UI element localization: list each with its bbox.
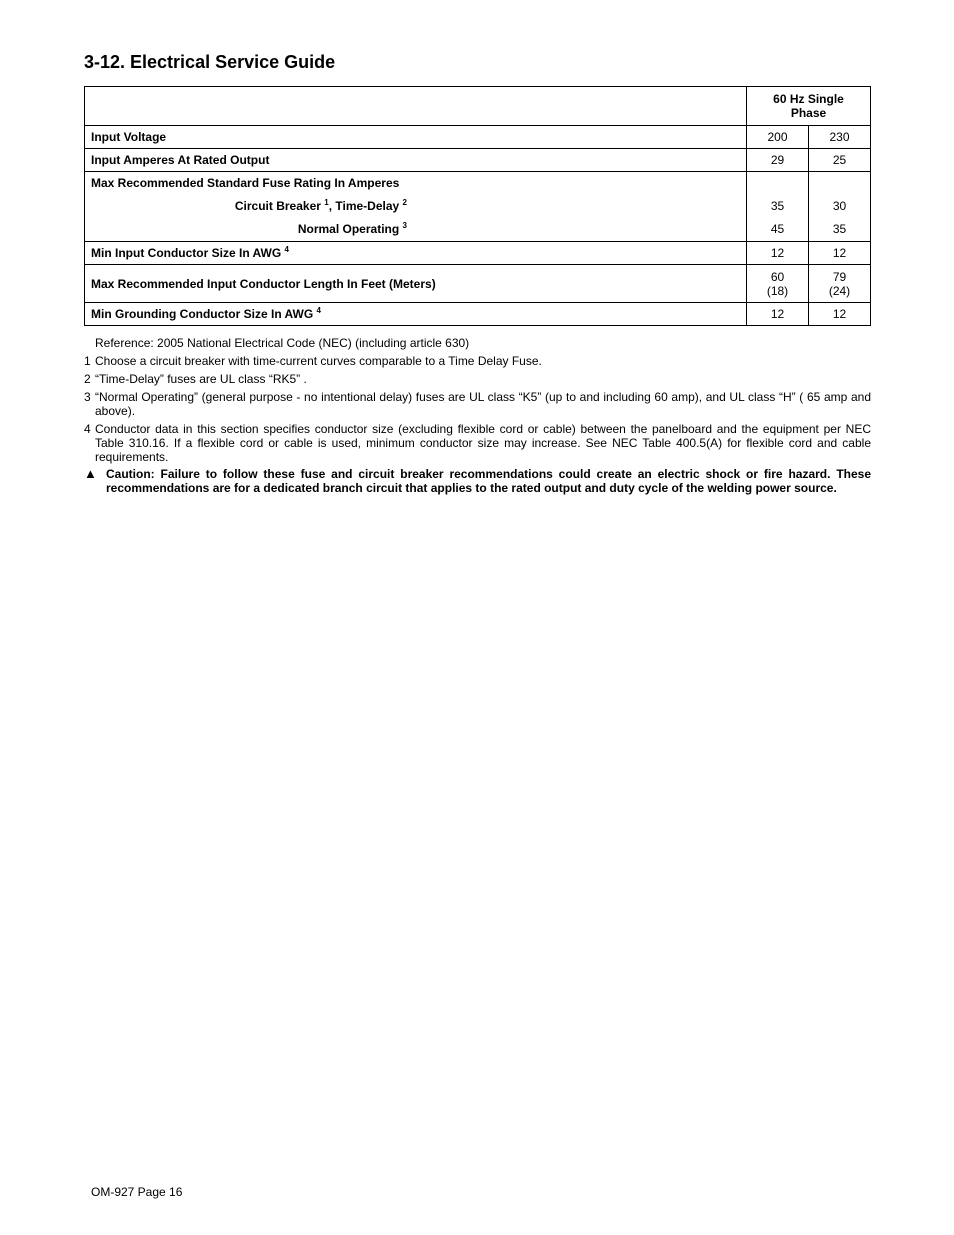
footnote-ref: 4 <box>316 306 321 315</box>
min-grounding-conductor-label: Min Grounding Conductor Size In AWG <box>91 307 314 321</box>
table-row <box>85 265 871 303</box>
footnote-number: 3 <box>84 390 91 404</box>
cell-circuit-breaker-2: 30 <box>832 199 847 213</box>
length-feet: 60 <box>770 269 785 284</box>
cell-fuse-rating-2 <box>809 172 871 242</box>
cell-input-amperes-2: 25 <box>809 149 871 172</box>
length-meters: (18) <box>766 283 789 298</box>
cell-input-voltage-2: 230 <box>809 126 871 149</box>
cell-min-input-conductor-2: 12 <box>809 242 871 265</box>
footnote-ref: 4 <box>284 245 289 254</box>
footnote-1 <box>84 354 871 368</box>
cell-max-conductor-length-2 <box>809 265 871 303</box>
circuit-breaker-label: Circuit Breaker <box>234 199 321 213</box>
table-row <box>85 303 871 326</box>
cell-circuit-breaker-1: 35 <box>770 199 785 213</box>
table-row <box>85 126 871 149</box>
row-label-fuse-rating <box>85 172 747 242</box>
footnote-text: Conductor data in this section specifies conductor size (excluding flexible cord or cable) between the panelboard and the equipment per NEC Table 310.16. If a flexible cord or cable is used, minimum conductor size may increase. See NEC Table 400.5(A) for flexible cord and cable requirements. <box>95 422 871 464</box>
circuit-breaker-time-delay-label <box>91 195 740 218</box>
header-frequency-phase <box>747 87 871 126</box>
row-label-min-input-conductor <box>85 242 747 265</box>
table-header-row <box>85 87 871 126</box>
min-input-conductor-label: Min Input Conductor Size In AWG <box>91 246 282 260</box>
row-label-max-conductor-length: Max Recommended Input Conductor Length In Feet (Meters) <box>85 265 747 303</box>
header-blank-cell <box>85 87 747 126</box>
reference-note <box>84 336 871 350</box>
footnote-3 <box>84 390 871 418</box>
length-feet: 79 <box>832 269 847 284</box>
normal-operating-line <box>91 218 740 241</box>
electrical-service-table <box>84 86 871 326</box>
page-footer: OM-927 Page 16 <box>91 1185 183 1199</box>
cell-input-voltage-1: 200 <box>747 126 809 149</box>
normal-operating-label: Normal Operating <box>297 222 400 236</box>
cell-min-grounding-conductor-2: 12 <box>809 303 871 326</box>
footnote-text: “Normal Operating” (general purpose - no intentional delay) fuses are UL class “K5” (up to and including 60 amp), and UL class “H” ( 65 amp and above). <box>95 390 871 418</box>
cell-input-amperes-1: 29 <box>747 149 809 172</box>
cell-fuse-rating-1 <box>747 172 809 242</box>
footnote-text: Choose a circuit breaker with time-current curves comparable to a Time Delay Fuse. <box>95 354 542 368</box>
section-title: 3-12. Electrical Service Guide <box>84 52 336 72</box>
time-delay-label: , Time-Delay <box>328 199 400 213</box>
footnote-number: 2 <box>84 372 91 386</box>
footnote-ref: 2 <box>402 198 407 207</box>
header-label: 60 Hz Single Phase <box>773 92 844 120</box>
warning-triangle-icon: ▲ <box>84 466 97 481</box>
row-label-min-grounding-conductor <box>85 303 747 326</box>
notes-section <box>84 332 871 495</box>
caution-text: Caution: Failure to follow these fuse and circuit breaker recommendations could create an electric shock or fire hazard. These recommendations are for a dedicated branch circuit that applies to the rated output and duty cycle of the welding power source. <box>106 467 871 495</box>
cell-max-conductor-length-1 <box>747 265 809 303</box>
cell-min-grounding-conductor-1: 12 <box>747 303 809 326</box>
footnote-number: 1 <box>84 354 91 368</box>
fuse-rating-label: Max Recommended Standard Fuse Rating In Amperes <box>91 176 400 190</box>
reference-text: Reference: 2005 National Electrical Code (NEC) (including article 630) <box>95 336 470 350</box>
row-label-input-voltage: Input Voltage <box>85 126 747 149</box>
caution-note <box>84 467 871 495</box>
cell-normal-operating-2: 35 <box>832 222 847 236</box>
table-row <box>85 149 871 172</box>
cell-min-input-conductor-1: 12 <box>747 242 809 265</box>
table-row <box>85 242 871 265</box>
table-row <box>85 172 871 242</box>
length-meters: (24) <box>828 283 851 298</box>
row-label-input-amperes: Input Amperes At Rated Output <box>85 149 747 172</box>
footnote-text: “Time-Delay” fuses are UL class “RK5” . <box>95 372 307 386</box>
cell-normal-operating-1: 45 <box>770 222 785 236</box>
footnote-4 <box>84 422 871 464</box>
footnote-number: 4 <box>84 422 91 436</box>
footnote-ref: 3 <box>402 221 407 230</box>
footnote-2 <box>84 372 871 386</box>
footnote-ref: 1 <box>324 198 329 207</box>
